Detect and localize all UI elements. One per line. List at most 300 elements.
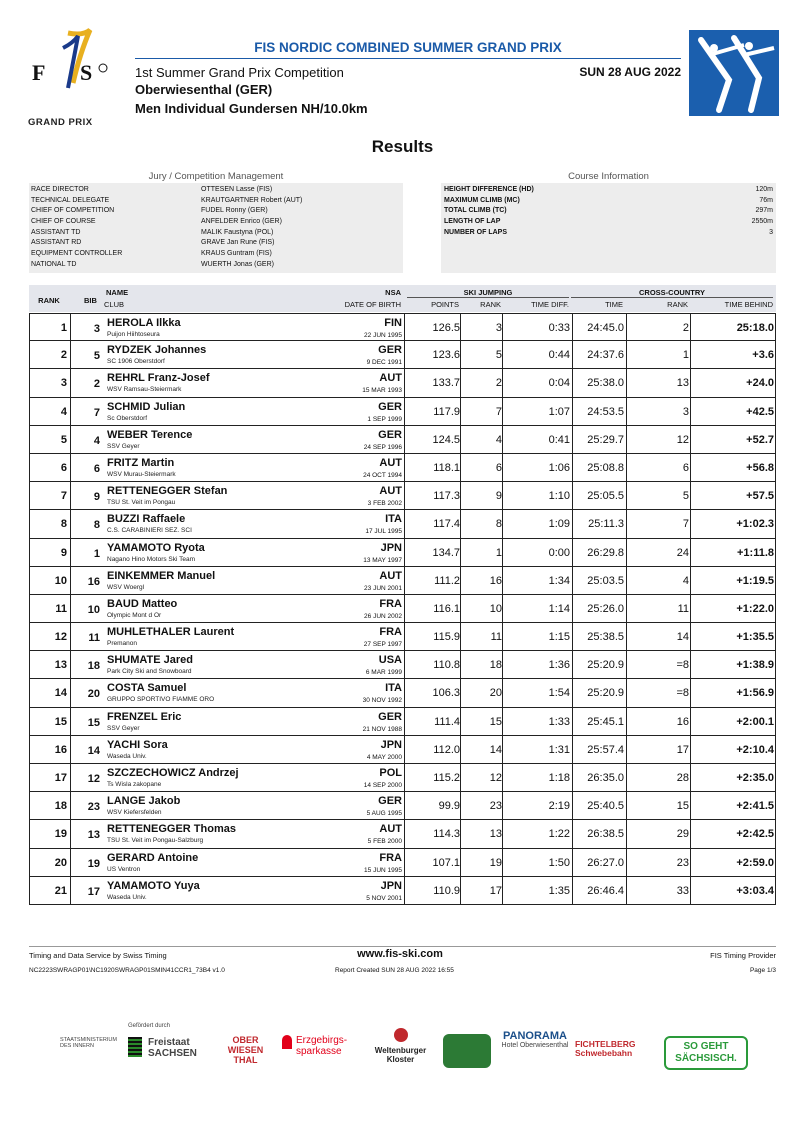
nsa-code: USA xyxy=(378,654,402,667)
date-of-birth: 5 FEB 2000 xyxy=(367,838,402,846)
column-divider xyxy=(404,595,405,622)
time-diff: 1:18 xyxy=(548,772,570,784)
club-name: WSV Ramsau-Steiermark xyxy=(107,386,182,394)
course-label: LENGTH OF LAP xyxy=(444,218,501,226)
date-of-birth: 26 JUN 2002 xyxy=(364,612,402,620)
date-of-birth: 24 SEP 1996 xyxy=(363,443,402,451)
jump-rank: 23 xyxy=(489,800,502,813)
result-row xyxy=(29,567,776,595)
jump-points: 107.1 xyxy=(432,856,460,869)
cc-rank: 5 xyxy=(682,490,689,503)
club-name: TSU St. Veit im Pongau-Salzburg xyxy=(107,837,204,845)
club-name: US Ventron xyxy=(107,865,141,873)
nsa-code: FRA xyxy=(379,597,402,610)
date-of-birth: 5 NOV 2001 xyxy=(366,894,402,902)
cc-time: 26:29.8 xyxy=(587,546,624,559)
athlete-name: RETTENEGGER Stefan xyxy=(107,485,228,498)
athlete-name: WEBER Terence xyxy=(107,428,193,441)
rank-cell: 7 xyxy=(60,490,67,503)
time-diff: 1:07 xyxy=(548,405,570,418)
athlete-name: COSTA Samuel xyxy=(107,682,187,695)
jump-rank: 8 xyxy=(495,518,502,531)
athlete-name: BAUD Matteo xyxy=(107,597,178,610)
course-label: NUMBER OF LAPS xyxy=(444,228,507,236)
column-divider xyxy=(70,792,71,819)
website-link[interactable]: www.fis-ski.com xyxy=(357,948,443,960)
page-number: Page 1/3 xyxy=(749,967,776,974)
athlete-name: LANGE Jakob xyxy=(107,795,181,808)
time-diff: 0:44 xyxy=(548,349,570,362)
event-description: Men Individual Gundersen NH/10.0km xyxy=(135,101,368,116)
cc-time: 25:08.8 xyxy=(587,461,624,474)
column-divider xyxy=(404,314,405,340)
saxony-label: Freistaat SACHSEN xyxy=(148,1037,197,1059)
result-row xyxy=(29,679,776,707)
cc-time: 25:38.5 xyxy=(587,631,624,644)
sparkasse-icon xyxy=(282,1035,292,1049)
time-diff: 1:33 xyxy=(548,715,570,728)
result-row xyxy=(29,398,776,426)
cc-rank: =8 xyxy=(676,659,689,672)
jury-role: CHIEF OF COMPETITION xyxy=(31,207,115,215)
time-diff: 1:31 xyxy=(548,743,570,756)
jump-rank: 12 xyxy=(489,772,502,784)
club-name: WSV Kiefersfelden xyxy=(107,809,162,817)
cc-time: 25:29.7 xyxy=(587,433,624,446)
jump-points: 106.3 xyxy=(432,687,460,700)
athlete-name: MUHLETHALER Laurent xyxy=(107,626,235,639)
time-behind: +3:03.4 xyxy=(736,884,774,897)
rank-cell: 10 xyxy=(54,574,67,587)
nsa-code: FRA xyxy=(379,626,402,639)
result-row xyxy=(29,792,776,820)
cc-rank: 12 xyxy=(676,433,689,446)
athlete-name: SZCZECHOWICZ Andrzej xyxy=(107,767,239,779)
bib-cell: 4 xyxy=(93,434,100,447)
rank-cell: 2 xyxy=(60,349,67,362)
bib-cell: 16 xyxy=(87,575,100,588)
course-value: 297m xyxy=(755,207,773,215)
sponsor-sparkasse xyxy=(282,1035,362,1085)
rank-cell: 11 xyxy=(55,602,67,615)
time-behind: +1:22.0 xyxy=(736,602,774,615)
nsa-code: GER xyxy=(378,710,402,723)
column-divider xyxy=(404,820,405,847)
nsa-code: GER xyxy=(378,344,402,357)
column-divider xyxy=(70,454,71,481)
jump-rank: 6 xyxy=(495,461,502,474)
cc-time: 25:20.9 xyxy=(587,687,624,700)
col-cross-country: CROSS-COUNTRY xyxy=(571,288,773,298)
course-row xyxy=(441,206,776,217)
column-divider xyxy=(70,820,71,847)
date-of-birth: 13 MAY 1997 xyxy=(363,556,402,564)
time-diff: 1:14 xyxy=(548,602,570,615)
col-points: POINTS xyxy=(431,300,459,309)
jury-name: MALIK Faustyna (POL) xyxy=(201,228,274,236)
footer-divider xyxy=(29,946,776,947)
jump-points: 117.4 xyxy=(433,518,460,531)
jump-rank: 18 xyxy=(489,659,502,672)
column-divider xyxy=(404,651,405,678)
rank-cell: 18 xyxy=(54,800,67,813)
rank-cell: 17 xyxy=(54,772,67,784)
cc-rank: 16 xyxy=(676,715,689,728)
time-diff: 1:50 xyxy=(548,856,570,869)
jury-name: FUDEL Ronny (GER) xyxy=(201,207,268,215)
club-name: C.S. CARABINIERI SEZ. SCI xyxy=(107,527,192,535)
bib-cell: 20 xyxy=(87,688,100,701)
jump-rank: 1 xyxy=(495,546,502,559)
time-diff: 1:09 xyxy=(548,518,570,531)
column-divider xyxy=(404,369,405,396)
nsa-code: JPN xyxy=(380,879,402,892)
results-header xyxy=(29,285,776,312)
column-divider xyxy=(70,849,71,876)
time-behind: +2:42.5 xyxy=(736,828,774,841)
bib-cell: 14 xyxy=(87,744,100,757)
cc-rank: 7 xyxy=(682,518,689,531)
event-title: FIS NORDIC COMBINED SUMMER GRAND PRIX xyxy=(135,40,681,59)
nsa-code: AUT xyxy=(379,456,402,469)
time-behind: +1:35.5 xyxy=(736,631,774,644)
cc-time: 25:40.5 xyxy=(587,800,624,813)
time-diff: 1:35 xyxy=(548,884,570,897)
cc-rank: 14 xyxy=(676,631,689,644)
time-behind: +2:35.0 xyxy=(736,772,774,784)
sponsor-fichtelberg: FICHTELBERG Schwebebahn xyxy=(575,1039,636,1058)
cc-rank: 33 xyxy=(676,884,689,897)
cc-rank: 29 xyxy=(676,828,689,841)
jury-row xyxy=(29,196,403,207)
course-row xyxy=(441,185,776,196)
jump-points: 114.3 xyxy=(433,828,460,841)
bib-cell: 6 xyxy=(93,462,100,475)
jump-points: 111.2 xyxy=(434,574,460,587)
jump-rank: 15 xyxy=(489,715,502,728)
jump-rank: 9 xyxy=(495,490,502,503)
jury-role: EQUIPMENT CONTROLLER xyxy=(31,250,123,258)
jury-row xyxy=(29,260,403,271)
bib-cell: 5 xyxy=(93,350,100,363)
column-divider xyxy=(70,510,71,537)
result-row xyxy=(29,877,776,905)
jump-points: 115.9 xyxy=(433,631,460,644)
rank-cell: 19 xyxy=(54,828,67,841)
club-name: WSV Murau-Steiermark xyxy=(107,470,176,478)
col-bib: BIB xyxy=(84,296,97,305)
jump-rank: 11 xyxy=(490,631,502,644)
athlete-name: RYDZEK Johannes xyxy=(107,344,207,357)
result-row xyxy=(29,595,776,623)
doc-code: NC2223SWRAGP01\NC1920SWRAGP01SMIN41CCR1_73B4 v1.0 xyxy=(29,967,225,974)
course-label: TOTAL CLIMB (TC) xyxy=(444,207,507,215)
jury-name: ANFELDER Enrico (GER) xyxy=(201,218,282,226)
bib-cell: 18 xyxy=(87,660,100,673)
jury-role: ASSISTANT TD xyxy=(31,228,81,236)
cc-rank: =8 xyxy=(676,687,689,700)
athlete-name: BUZZI Raffaele xyxy=(107,513,186,526)
column-divider xyxy=(404,623,405,650)
cc-rank: 4 xyxy=(682,574,689,587)
jury-panel xyxy=(29,183,403,273)
cc-rank: 13 xyxy=(676,377,689,390)
result-row xyxy=(29,849,776,877)
jump-rank: 10 xyxy=(489,602,502,615)
cc-time: 25:03.5 xyxy=(587,574,624,587)
bib-cell: 23 xyxy=(87,801,100,814)
course-label: MAXIMUM CLIMB (MC) xyxy=(444,196,520,204)
bib-cell: 3 xyxy=(93,323,100,335)
fis-logo xyxy=(28,28,108,108)
jump-points: 124.5 xyxy=(432,433,460,446)
club-name: SC 1906 Oberstdorf xyxy=(107,358,165,366)
result-row xyxy=(29,426,776,454)
jump-rank: 16 xyxy=(489,574,502,587)
rank-cell: 20 xyxy=(54,856,67,869)
timing-service: Timing and Data Service by Swiss Timing xyxy=(29,951,167,960)
time-behind: +1:56.9 xyxy=(736,687,774,700)
nsa-code: AUT xyxy=(379,372,402,385)
ministry: STAATSMINISTERIUM DES INNERN xyxy=(60,1037,117,1049)
kloster-crest-icon xyxy=(394,1028,408,1042)
athlete-name: GERARD Antoine xyxy=(107,851,199,864)
cc-rank: 23 xyxy=(676,856,689,869)
col-nsa: NSA xyxy=(385,288,401,297)
venue: Oberwiesenthal (GER) xyxy=(135,82,273,97)
date-of-birth: 15 JUN 1995 xyxy=(364,866,402,874)
time-diff: 0:04 xyxy=(548,377,570,390)
athlete-name: YAMAMOTO Yuya xyxy=(107,879,200,892)
jump-rank: 19 xyxy=(489,856,502,869)
rank-cell: 1 xyxy=(60,322,67,334)
col-club: CLUB xyxy=(104,300,125,309)
bib-cell: 7 xyxy=(93,406,100,419)
column-divider xyxy=(404,426,405,453)
column-divider xyxy=(404,341,405,368)
club-name: GRUPPO SPORTIVO FIAMME ORO xyxy=(107,696,215,704)
course-value: 120m xyxy=(755,186,773,193)
nsa-code: AUT xyxy=(379,569,402,582)
column-divider xyxy=(404,539,405,566)
cc-time: 25:11.3 xyxy=(588,518,624,531)
rank-cell: 12 xyxy=(54,631,67,644)
date-of-birth: 4 MAY 2000 xyxy=(366,753,402,761)
date-of-birth: 23 JUN 2001 xyxy=(364,584,402,592)
course-value: 76m xyxy=(759,196,773,204)
jury-role: CHIEF OF COURSE xyxy=(31,218,96,226)
bib-cell: 17 xyxy=(87,885,100,898)
result-row xyxy=(29,313,776,341)
jump-rank: 13 xyxy=(489,828,502,841)
result-row xyxy=(29,651,776,679)
club-name: Waseda Univ. xyxy=(107,893,147,901)
column-divider xyxy=(70,369,71,396)
time-behind: +1:02.3 xyxy=(736,518,774,531)
date-of-birth: 24 OCT 1994 xyxy=(363,471,402,479)
result-row xyxy=(29,482,776,510)
jump-points: 123.6 xyxy=(432,349,460,362)
club-name: Ts Wisla zakopane xyxy=(107,781,162,788)
column-divider xyxy=(70,567,71,594)
time-diff: 0:00 xyxy=(548,546,570,559)
cc-rank: 24 xyxy=(676,546,689,559)
bib-cell: 11 xyxy=(88,632,100,645)
column-divider xyxy=(404,764,405,791)
time-behind: +3.6 xyxy=(752,349,774,362)
nsa-code: POL xyxy=(379,767,402,779)
cc-time: 25:20.9 xyxy=(587,659,624,672)
time-behind: 25:18.0 xyxy=(736,322,774,334)
result-row xyxy=(29,369,776,397)
column-divider xyxy=(70,314,71,340)
time-diff: 1:15 xyxy=(548,631,570,644)
cc-time: 26:38.5 xyxy=(587,828,624,841)
club-name: Sc Oberstdorf xyxy=(107,414,148,422)
date-of-birth: 15 MAR 1993 xyxy=(362,387,402,395)
jump-points: 112.0 xyxy=(433,743,460,756)
time-behind: +1:19.5 xyxy=(736,574,774,587)
jump-points: 116.1 xyxy=(433,602,460,615)
time-diff: 1:36 xyxy=(548,659,570,672)
time-diff: 1:22 xyxy=(548,828,570,841)
cc-rank: 1 xyxy=(682,349,689,362)
col-time-behind: TIME BEHIND xyxy=(724,300,773,309)
jump-points: 115.2 xyxy=(433,772,460,784)
grand-prix-label: GRAND PRIX xyxy=(28,117,93,128)
rank-cell: 21 xyxy=(54,884,67,897)
cc-time: 26:27.0 xyxy=(587,856,624,869)
rank-cell: 15 xyxy=(54,715,67,728)
jury-role: NATIONAL TD xyxy=(31,260,77,268)
column-divider xyxy=(404,567,405,594)
sparkasse-label: Erzgebirgs-sparkasse xyxy=(296,1035,348,1057)
athlete-name: REHRL Franz-Josef xyxy=(107,372,210,385)
time-diff: 0:33 xyxy=(548,322,570,334)
jury-row xyxy=(29,185,403,196)
club-name: Park City Ski and Snowboard xyxy=(107,668,192,676)
time-behind: +42.5 xyxy=(746,405,774,418)
column-divider xyxy=(70,482,71,509)
date-of-birth: 17 JUL 1995 xyxy=(365,528,402,536)
saxony-crest-icon xyxy=(128,1037,142,1057)
course-value: 2550m xyxy=(751,218,773,226)
jury-row xyxy=(29,228,403,239)
column-divider xyxy=(70,595,71,622)
column-divider xyxy=(70,651,71,678)
col-time: TIME xyxy=(605,300,623,309)
club-name: TSU St. Veit im Pongau xyxy=(107,499,176,507)
time-behind: +2:10.4 xyxy=(736,743,774,756)
jump-rank: 17 xyxy=(489,884,502,897)
time-behind: +1:11.8 xyxy=(736,546,774,559)
date-of-birth: 3 FEB 2002 xyxy=(367,500,402,508)
course-value: 3 xyxy=(769,228,773,236)
column-divider xyxy=(70,679,71,706)
date-of-birth: 5 AUG 1995 xyxy=(366,810,402,818)
jury-row xyxy=(29,217,403,228)
col-time-diff: TIME DIFF. xyxy=(531,300,569,309)
jury-row xyxy=(29,206,403,217)
results-table xyxy=(29,313,776,905)
result-row xyxy=(29,820,776,848)
result-row xyxy=(29,539,776,567)
column-divider xyxy=(70,426,71,453)
date-of-birth: 9 DEC 1991 xyxy=(366,359,402,367)
jury-name: KRAUS Guntram (FIS) xyxy=(201,250,272,258)
bib-cell: 15 xyxy=(87,716,100,729)
athlete-name: FRITZ Martin xyxy=(107,456,175,469)
time-behind: +2:41.5 xyxy=(736,800,774,813)
club-name: Waseda Univ. xyxy=(107,752,147,760)
time-diff: 1:34 xyxy=(548,574,570,587)
column-divider xyxy=(404,849,405,876)
nsa-code: ITA xyxy=(385,682,402,695)
jump-rank: 7 xyxy=(495,405,502,418)
svg-text:F: F xyxy=(32,60,46,85)
kloster-label: Weltenburger Kloster xyxy=(374,1046,427,1064)
club-name: Puijon Hiihtoseura xyxy=(107,331,160,338)
jump-points: 118.1 xyxy=(433,461,460,474)
time-behind: +24.0 xyxy=(746,377,774,390)
jump-points: 126.5 xyxy=(432,322,460,334)
column-divider xyxy=(404,792,405,819)
time-behind: +57.5 xyxy=(746,490,774,503)
document-title: Results xyxy=(371,137,434,156)
jump-rank: 14 xyxy=(489,743,502,756)
club-name: Olympic Mont d Or xyxy=(107,611,162,619)
time-behind: +52.7 xyxy=(746,433,774,446)
jury-name: GRAVE Jan Rune (FIS) xyxy=(201,239,275,247)
cc-rank: 17 xyxy=(676,743,689,756)
jury-name: OTTESEN Lasse (FIS) xyxy=(201,186,273,193)
rank-cell: 8 xyxy=(60,518,67,531)
nsa-code: FRA xyxy=(379,851,402,864)
rank-cell: 6 xyxy=(60,461,67,474)
cc-time: 26:35.0 xyxy=(587,772,624,784)
jury-row xyxy=(29,249,403,260)
column-divider xyxy=(404,510,405,537)
sponsor-saxony xyxy=(60,1025,210,1075)
column-divider xyxy=(70,708,71,735)
rank-cell: 9 xyxy=(60,546,67,559)
jump-points: 133.7 xyxy=(432,377,460,390)
time-diff: 1:10 xyxy=(548,490,570,503)
bib-cell: 19 xyxy=(87,857,100,870)
jump-rank: 20 xyxy=(489,687,502,700)
bib-cell: 12 xyxy=(87,773,100,785)
bib-cell: 10 xyxy=(87,603,100,616)
cc-rank: 6 xyxy=(682,461,689,474)
nsa-code: ITA xyxy=(385,513,402,526)
cc-time: 25:26.0 xyxy=(587,602,624,615)
column-divider xyxy=(70,539,71,566)
col-cc-rank: RANK xyxy=(667,300,688,309)
date-of-birth: 6 MAR 1999 xyxy=(365,669,402,677)
jump-points: 117.9 xyxy=(433,405,460,418)
course-label: HEIGHT DIFFERENCE (HD) xyxy=(444,186,534,193)
result-row xyxy=(29,764,776,792)
jump-points: 117.3 xyxy=(433,490,460,503)
jump-rank: 4 xyxy=(495,433,502,446)
cc-time: 25:38.0 xyxy=(587,377,624,390)
jump-points: 111.4 xyxy=(434,715,460,728)
jury-row xyxy=(29,238,403,249)
event-date: SUN 28 AUG 2022 xyxy=(579,65,681,79)
sponsor-beer-logo xyxy=(443,1034,491,1068)
column-divider xyxy=(70,877,71,904)
club-name: SSV Geyer xyxy=(107,724,140,732)
